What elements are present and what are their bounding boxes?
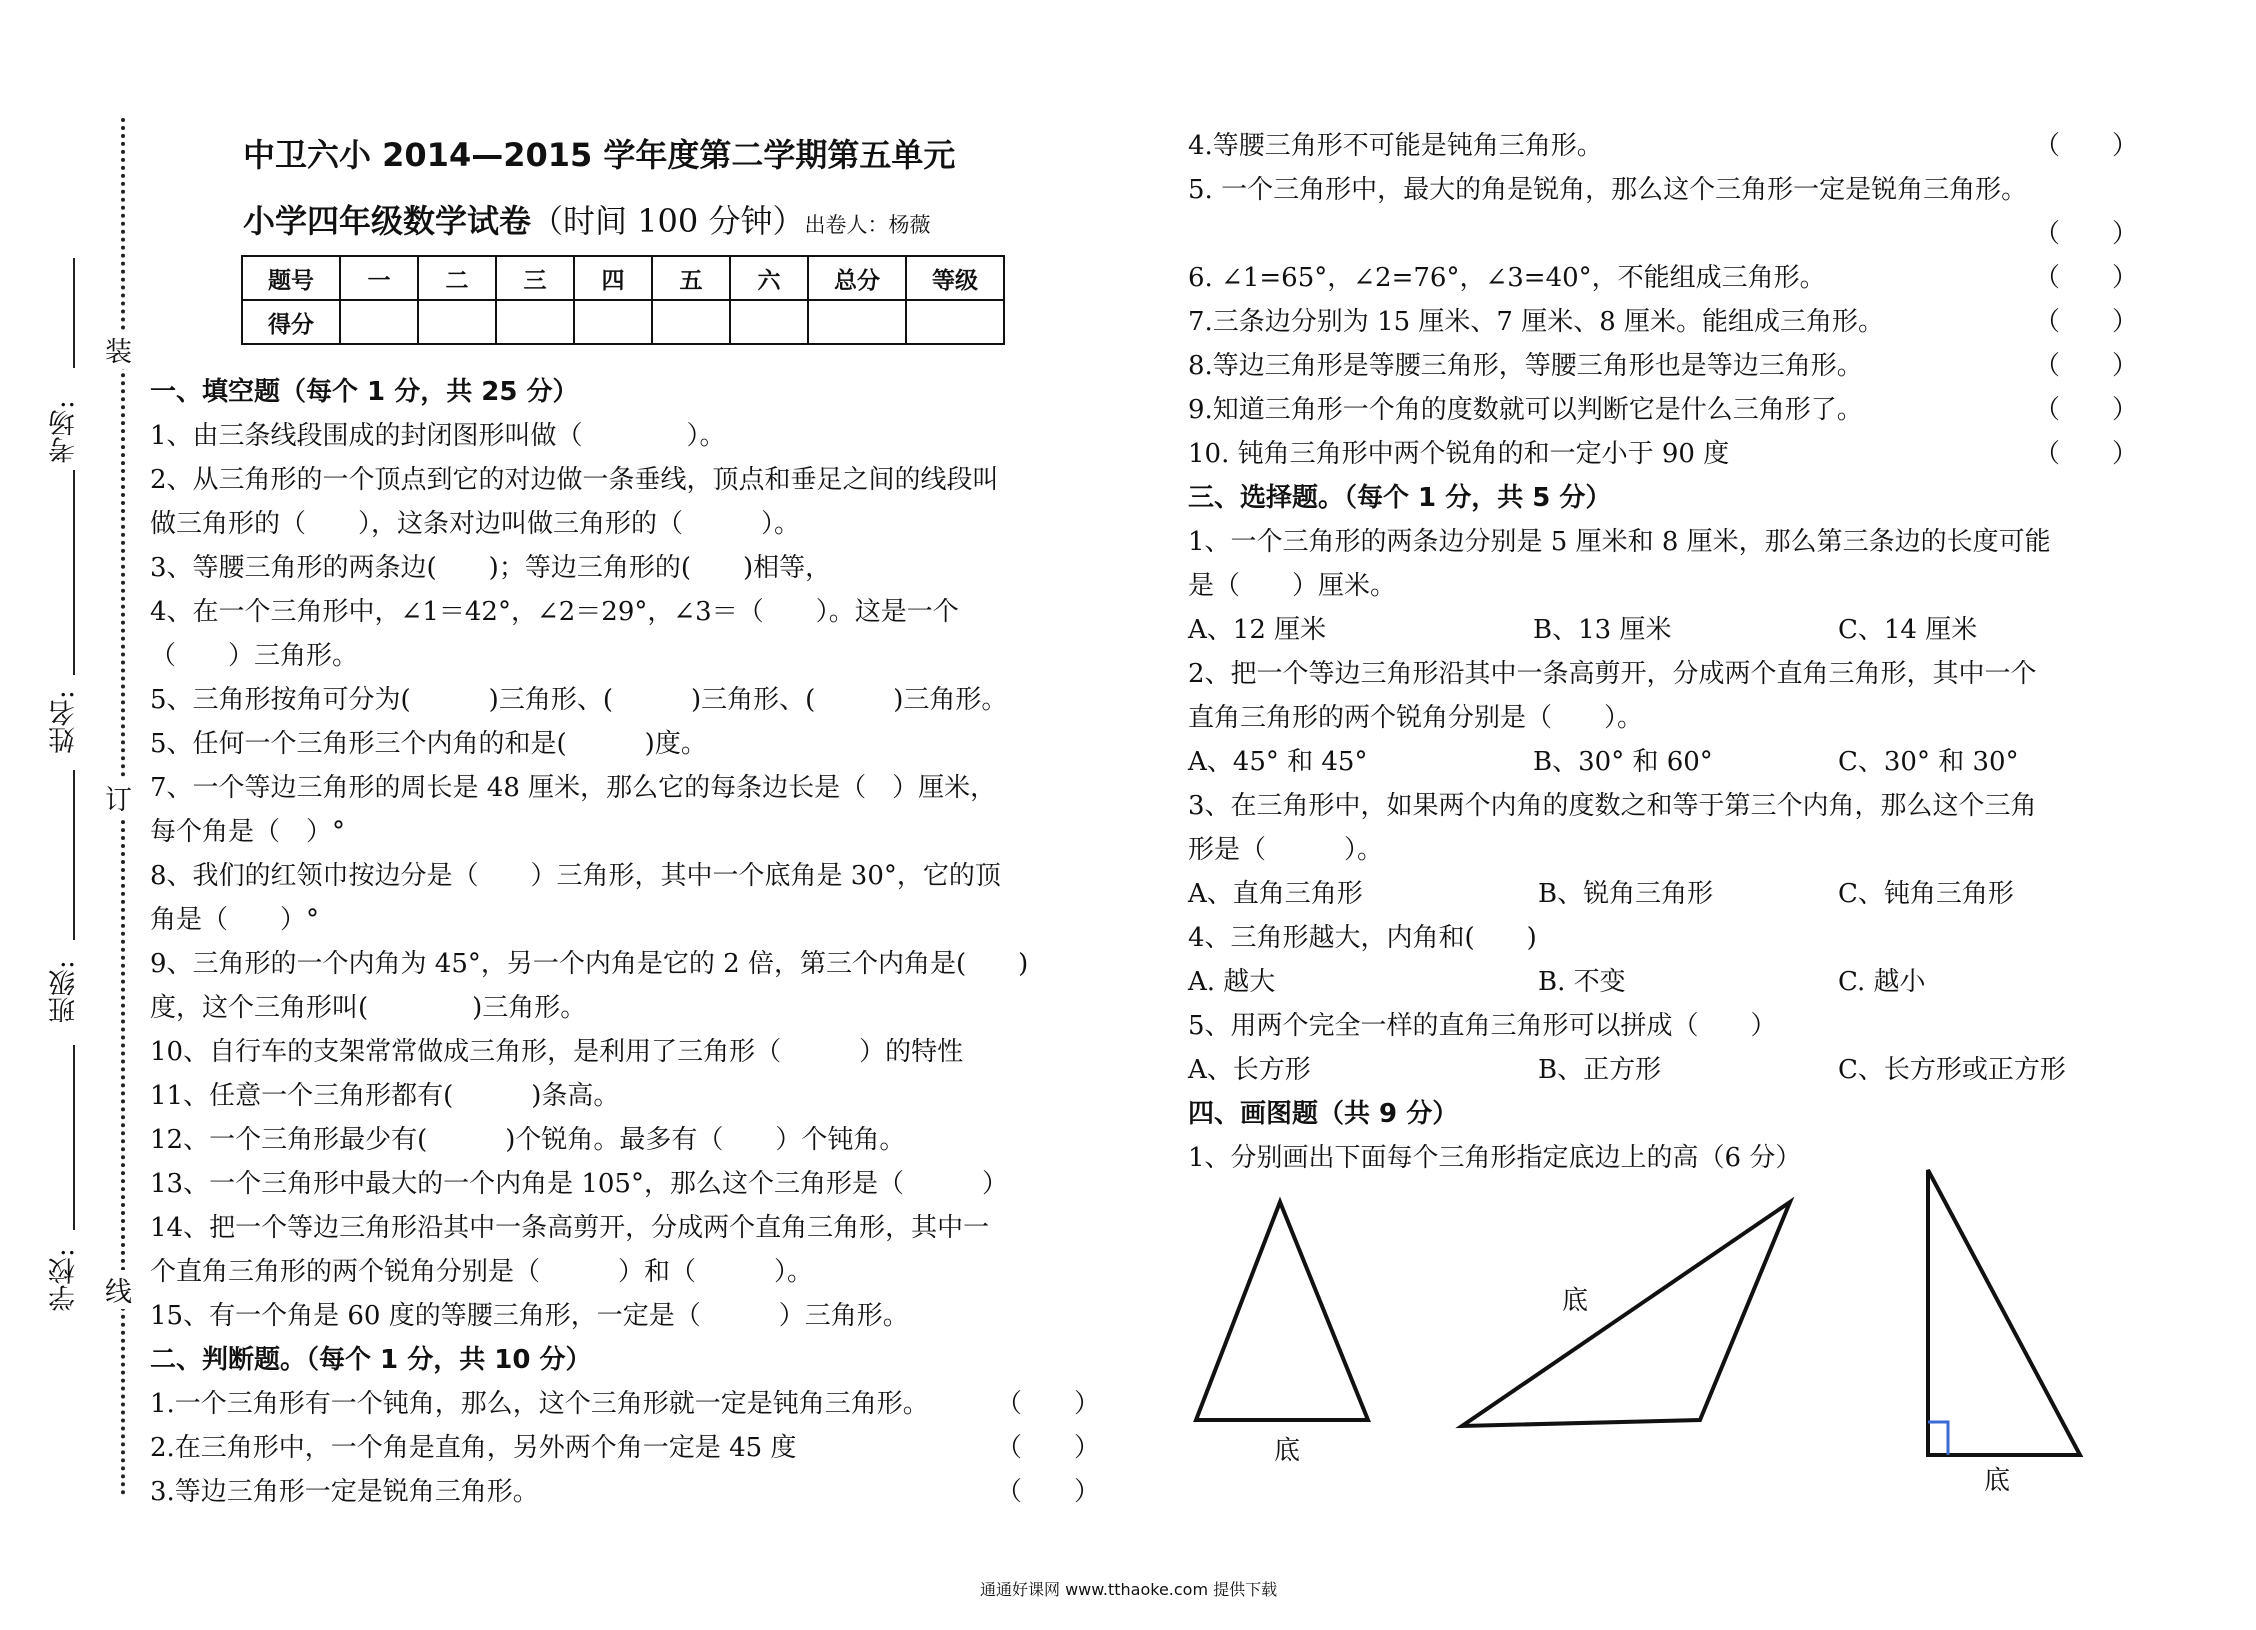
score-table-score-row [242, 300, 1004, 344]
exam-room-label: 考场: [49, 400, 80, 464]
judge-question-line: 8.等边三角形是等腰三角形，等腰三角形也是等边三角形。 （ ） [1188, 344, 2138, 388]
section4-heading: 四、画图题（共 9 分） [1188, 1099, 1459, 1129]
score-header-cell: 一 [340, 256, 418, 300]
score-table [241, 255, 1005, 345]
choice-question-line: 是（ ）厘米。 [1188, 571, 1397, 601]
option-a[interactable]: A、长方形 [1188, 1055, 1311, 1085]
option-b[interactable]: B、锐角三角形 [1538, 879, 1714, 909]
answer-paren[interactable]: （ ） [2033, 439, 2138, 469]
fill-question-line: 5、任何一个三角形三个内角的和是( )度。 [150, 729, 707, 759]
triangles-figure [1170, 1150, 2130, 1510]
option-c[interactable]: C、长方形或正方形 [1838, 1055, 2066, 1085]
fill-question-line: 每个角是（ ）° [150, 817, 346, 847]
judge-question-line: 3.等边三角形一定是锐角三角形。 （ ） [150, 1470, 1100, 1514]
option-b[interactable]: B、30° 和 60° [1533, 747, 1713, 777]
binding-char-zhuang: 装 [105, 330, 132, 369]
score-header-cell: 六 [730, 256, 808, 300]
choice-question-line: 4、三角形越大，内角和( ) [1188, 923, 1537, 953]
fill-question-line: 角是（ ）° [150, 905, 320, 935]
exam-room-blank-2[interactable] [73, 470, 75, 675]
option-a[interactable]: A、12 厘米 [1188, 615, 1327, 645]
score-row-label: 得分 [242, 300, 340, 344]
judge-question-line [1188, 212, 2138, 256]
choice-question-line: 直角三角形的两个锐角分别是（ ）。 [1188, 703, 1644, 733]
option-b[interactable]: B、13 厘米 [1533, 615, 1672, 645]
fill-question-line: （ ）三角形。 [150, 641, 359, 671]
choice-question-line: 3、在三角形中，如果两个内角的度数之和等于第三个内角，那么这个三角 [1188, 791, 2037, 821]
judge-question-line: 7.三条边分别为 15 厘米、7 厘米、8 厘米。能组成三角形。 （ ） [1188, 300, 2138, 344]
answer-paren[interactable]: （ ） [2033, 307, 2138, 337]
fill-question-line: 7、一个等边三角形的周长是 48 厘米，那么它的每条边长是（ ）厘米， [150, 773, 997, 803]
score-cell[interactable] [906, 300, 1004, 344]
left-column [150, 370, 1100, 1514]
exam-room-blank[interactable] [73, 258, 75, 368]
choice-question-line: 5、用两个完全一样的直角三角形可以拼成（ ） [1188, 1011, 1777, 1041]
class-label: 班级: [49, 960, 80, 1024]
choice-options [1188, 960, 2138, 1004]
score-header-cell: 等级 [906, 256, 1004, 300]
answer-paren[interactable]: （ ） [2033, 131, 2138, 161]
fill-question-line: 3、等腰三角形的两条边( )；等边三角形的( )相等， [150, 553, 832, 583]
judge-question-line: 4.等腰三角形不可能是钝角三角形。 （ ） [1188, 124, 2138, 168]
triangle-2[interactable] [1462, 1202, 1790, 1426]
choice-options [1188, 608, 2138, 652]
exam-title-main: 小学四年级数学试卷 [243, 202, 532, 240]
fill-question-line: 5、三角形按角可分为( )三角形、( )三角形、( )三角形。 [150, 685, 1008, 715]
base-label-3: 底 [1984, 1466, 2011, 1496]
footer-credit: 通通好课网 www.tthaoke.com 提供下载 [980, 1580, 1278, 1599]
base-label-2: 底 [1562, 1286, 1589, 1316]
judge-question-line: 1.一个三角形有一个钝角，那么，这个三角形就一定是钝角三角形。 （ ） [150, 1382, 1100, 1426]
fill-question-line: 10、自行车的支架常常做成三角形，是利用了三角形（ ）的特性 [150, 1037, 964, 1067]
section2-heading: 二、判断题。（每个 1 分，共 10 分） [150, 1345, 592, 1375]
fill-question-line: 度，这个三角形叫( )三角形。 [150, 993, 587, 1023]
option-a[interactable]: A、45° 和 45° [1188, 747, 1368, 777]
binding-char-xian: 线 [105, 1270, 132, 1309]
fill-question-line: 12、一个三角形最少有( )个锐角。最多有（ ）个钝角。 [150, 1125, 906, 1155]
score-header-cell: 三 [496, 256, 574, 300]
section1-heading: 一、填空题（每个 1 分，共 25 分） [150, 377, 579, 407]
triangle-1[interactable] [1196, 1202, 1368, 1420]
right-column [1188, 124, 2138, 1180]
option-b[interactable]: B、正方形 [1538, 1055, 1662, 1085]
answer-paren[interactable]: （ ） [995, 1477, 1100, 1507]
section3-heading: 三、选择题。（每个 1 分，共 5 分） [1188, 483, 1612, 513]
choice-options [1188, 740, 2138, 784]
judge-question-line: 2.在三角形中，一个角是直角，另外两个角一定是 45 度 （ ） [150, 1426, 1100, 1470]
exam-title-line1: 中卫六小 2014—2015 学年度第二学期第五单元 [243, 136, 956, 174]
option-a[interactable]: A、直角三角形 [1188, 879, 1363, 909]
judge-question-line: 6. ∠1=65°，∠2=76°，∠3=40°，不能组成三角形。 （ ） [1188, 256, 2138, 300]
score-cell[interactable] [418, 300, 496, 344]
fill-question-line: 2、从三角形的一个顶点到它的对边做一条垂线，顶点和垂足之间的线段叫 [150, 465, 999, 495]
answer-paren[interactable]: （ ） [2033, 351, 2138, 381]
fill-question-line: 个直角三角形的两个锐角分别是（ ）和（ ）。 [150, 1257, 814, 1287]
score-cell[interactable] [574, 300, 652, 344]
score-header-cell: 题号 [242, 256, 340, 300]
choice-question-line: 2、把一个等边三角形沿其中一条高剪开，分成两个直角三角形，其中一个 [1188, 659, 2037, 689]
score-cell[interactable] [652, 300, 730, 344]
option-c[interactable]: C、14 厘米 [1838, 615, 1978, 645]
score-table-header-row [242, 256, 1004, 300]
choice-question-line: 1、一个三角形的两条边分别是 5 厘米和 8 厘米，那么第三条边的长度可能 [1188, 527, 2051, 557]
option-c[interactable]: C、钝角三角形 [1838, 879, 2014, 909]
name-label: 姓名: [49, 690, 80, 754]
answer-paren[interactable]: （ ） [2033, 263, 2138, 293]
judge-question-line: 5. 一个三角形中，最大的角是锐角，那么这个三角形一定是锐角三角形。 [1188, 175, 2028, 205]
answer-paren[interactable]: （ ） [995, 1389, 1100, 1419]
fill-question-line: 11、任意一个三角形都有( )条高。 [150, 1081, 620, 1111]
choice-question-line: 形是（ ）。 [1188, 835, 1384, 865]
answer-paren[interactable]: （ ） [995, 1433, 1100, 1463]
right-angle-mark [1928, 1422, 1948, 1455]
option-a[interactable]: A. 越大 [1188, 967, 1276, 997]
score-cell[interactable] [496, 300, 574, 344]
option-c[interactable]: C. 越小 [1838, 967, 1926, 997]
fill-question-line: 8、我们的红领巾按边分是（ ）三角形，其中一个底角是 30°，它的顶 [150, 861, 1001, 891]
drawing-question: 1、分别画出下面每个三角形指定底边上的高（6 分） [1188, 1143, 1802, 1173]
school-label: 学校: [49, 1248, 80, 1312]
score-header-cell: 四 [574, 256, 652, 300]
option-b[interactable]: B. 不变 [1538, 967, 1626, 997]
fill-question-line: 4、在一个三角形中，∠1＝42°，∠2＝29°，∠3＝（ ）。这是一个 [150, 597, 959, 627]
choice-options [1188, 1048, 2138, 1092]
exam-author: 出卷人：杨薇 [804, 213, 931, 237]
exam-time: （时间 100 分钟） [531, 202, 805, 240]
judge-question-line: 9.知道三角形一个角的度数就可以判断它是什么三角形了。 （ ） [1188, 388, 2138, 432]
binding-char-ding: 订 [105, 778, 132, 817]
fill-question-line: 1、由三条线段围成的封闭图形叫做（ ）。 [150, 421, 726, 451]
base-label-1: 底 [1274, 1436, 1301, 1466]
judge-question-line: 10. 钝角三角形中两个锐角的和一定小于 90 度 （ ） [1188, 432, 2138, 476]
score-header-cell: 五 [652, 256, 730, 300]
fill-question-line: 14、把一个等边三角形沿其中一条高剪开，分成两个直角三角形，其中一 [150, 1213, 990, 1243]
score-header-cell: 二 [418, 256, 496, 300]
score-cell[interactable] [808, 300, 906, 344]
score-cell[interactable] [340, 300, 418, 344]
exam-title-line2 [243, 196, 930, 242]
score-cell[interactable] [730, 300, 808, 344]
class-blank[interactable] [73, 1045, 75, 1230]
option-c[interactable]: C、30° 和 30° [1838, 747, 2019, 777]
fill-question-line: 9、三角形的一个内角为 45°，另一个内角是它的 2 倍，第三个内角是( ) [150, 949, 1029, 979]
choice-options [1188, 872, 2138, 916]
fill-question-line: 做三角形的（ ），这条对边叫做三角形的（ ）。 [150, 509, 801, 539]
answer-paren[interactable]: （ ） [2033, 395, 2138, 425]
triangle-3[interactable] [1928, 1170, 2080, 1455]
fill-question-line: 13、一个三角形中最大的一个内角是 105°，那么这个三角形是（ ） [150, 1169, 1008, 1199]
name-blank[interactable] [73, 770, 75, 940]
score-header-cell: 总分 [808, 256, 906, 300]
fill-question-line: 15、有一个角是 60 度的等腰三角形，一定是（ ）三角形。 [150, 1301, 909, 1331]
answer-paren[interactable]: （ ） [2033, 219, 2138, 249]
